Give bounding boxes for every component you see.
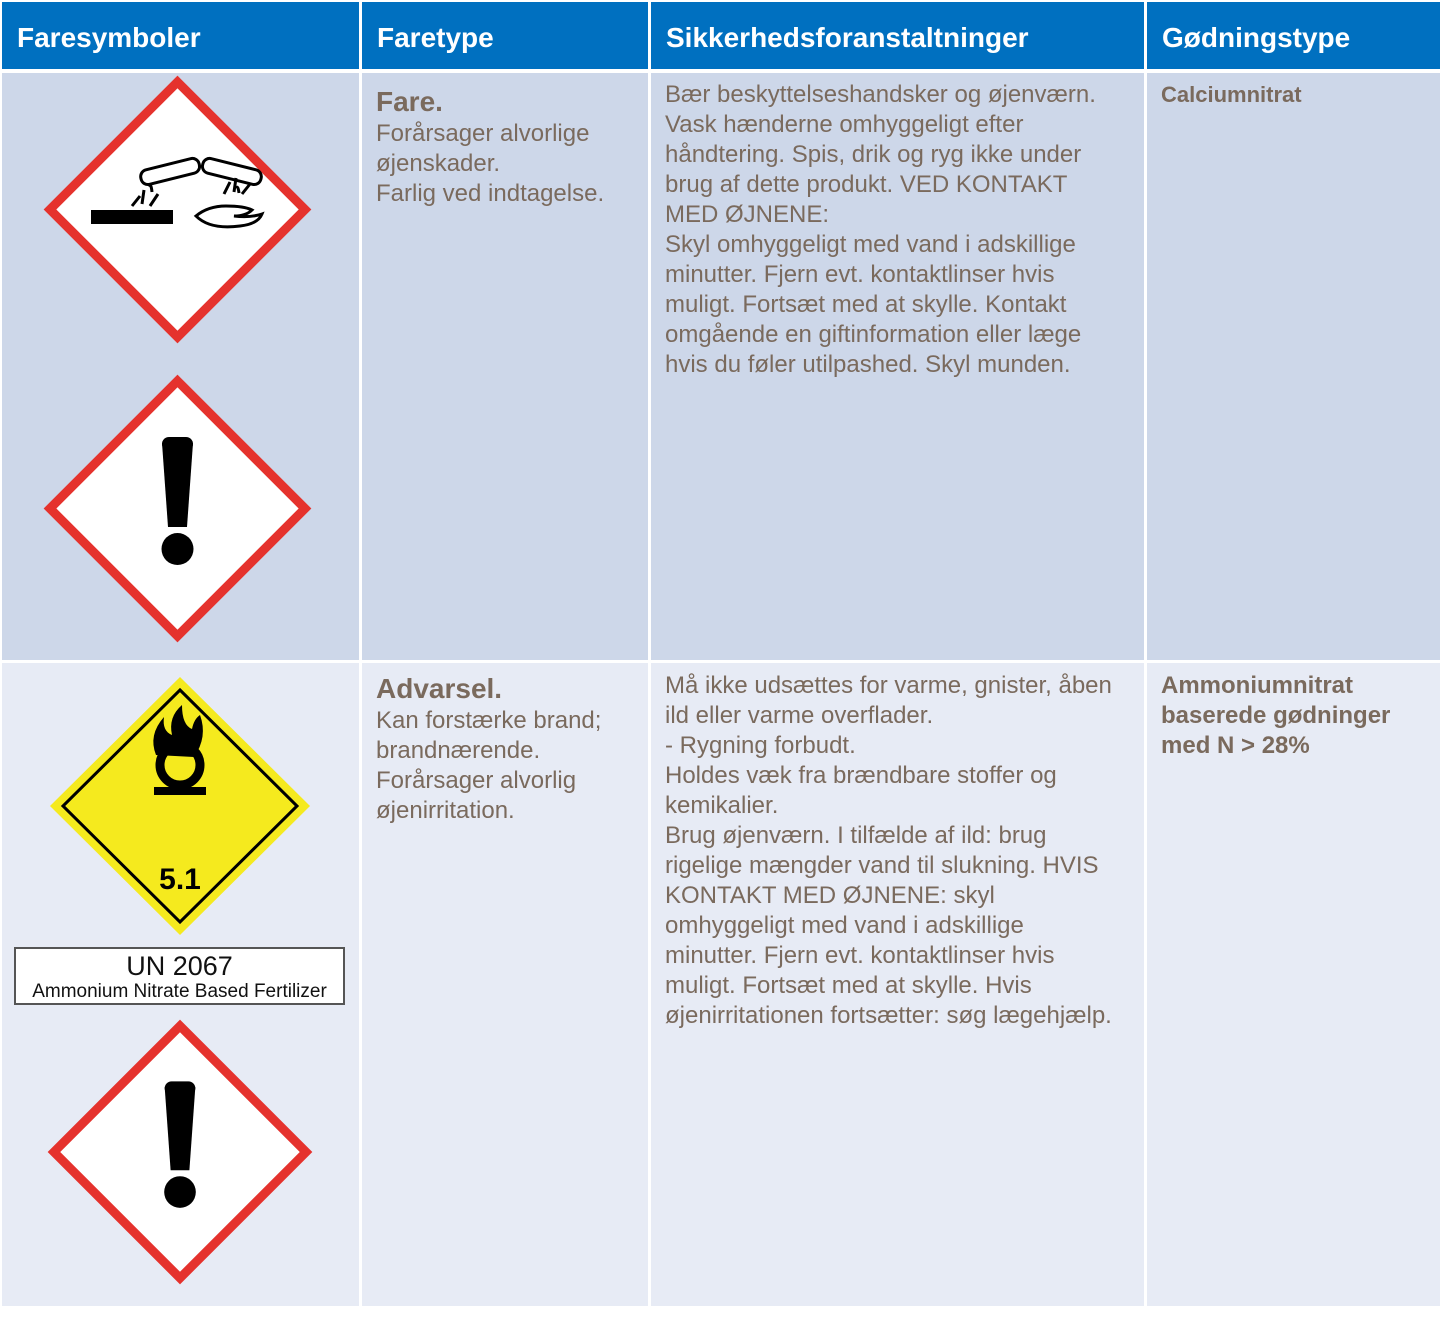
- precaution-line: minutter. Fjern evt. kontaktlinser hvis: [665, 261, 1055, 288]
- precaution-line: Må ikke udsættes for varme, gnister, åben: [665, 672, 1112, 699]
- precaution-line: muligt. Fortsæt med at skylle. Kontakt: [665, 291, 1067, 318]
- un-label: [14, 947, 345, 1005]
- precaution-line: Holdes væk fra brændbare stoffer og: [665, 762, 1057, 789]
- exclamation-icon: [50, 1022, 310, 1282]
- header-goedningstype: Gødningstype: [1147, 2, 1440, 69]
- precaution-line: Bær beskyttelseshandsker og øjenværn.: [665, 81, 1096, 108]
- fertilizer-type: Ammoniumnitrat: [1161, 672, 1353, 699]
- precaution-line: rigelige mængder vand til slukning. HVIS: [665, 852, 1099, 879]
- precaution-line: Skyl omhyggeligt med vand i adskillige: [665, 231, 1076, 258]
- precaution-line: ild eller varme overflader.: [665, 702, 934, 729]
- precaution-line: håndtering. Spis, drik og ryg ikke under: [665, 141, 1082, 168]
- hazard-line: øjenskader.: [376, 150, 501, 177]
- row1-hazard-cell: [362, 73, 648, 660]
- oxidizer-icon: [50, 677, 310, 935]
- precaution-line: KONTAKT MED ØJNENE: skyl: [665, 882, 995, 909]
- hazard-line: Forårsager alvorlige: [376, 120, 590, 147]
- precaution-line: minutter. Fjern evt. kontaktlinser hvis: [665, 942, 1055, 969]
- header-sikkerhedsforanstaltninger: Sikkerhedsforanstaltninger: [651, 2, 1144, 69]
- row2-precautions-cell: [651, 663, 1144, 1306]
- precaution-line: Brug øjenværn. I tilfælde af ild: brug: [665, 822, 1047, 849]
- header-faretype: Faretype: [362, 2, 648, 69]
- exclamation-icon: [46, 377, 309, 640]
- corrosion-icon: [46, 78, 309, 341]
- hazard-line: Farlig ved indtagelse.: [376, 180, 605, 207]
- hazard-line: brandnærende.: [376, 737, 541, 764]
- row1-fertilizer-cell: [1147, 73, 1440, 660]
- fertilizer-type: baserede gødninger: [1161, 702, 1391, 729]
- precaution-line: MED ØJNENE:: [665, 201, 830, 228]
- fertilizer-type: med N > 28%: [1161, 732, 1310, 759]
- precaution-line: Vask hænderne omhyggeligt efter: [665, 111, 1024, 138]
- hazard-line: Kan forstærke brand;: [376, 707, 602, 734]
- precaution-line: brug af dette produkt. VED KONTAKT: [665, 171, 1068, 198]
- un-number: UN 2067: [126, 951, 233, 981]
- row1-precautions-cell: [651, 73, 1144, 660]
- hazard-line: Forårsager alvorlig: [376, 767, 577, 794]
- precaution-line: hvis du føler utilpashed. Skyl munden.: [665, 351, 1071, 378]
- signal-word: Advarsel.: [376, 673, 503, 704]
- precaution-line: muligt. Fortsæt med at skylle. Hvis: [665, 972, 1032, 999]
- precaution-line: kemikalier.: [665, 792, 779, 819]
- row2-fertilizer-cell: [1147, 663, 1440, 1306]
- signal-word: Fare.: [376, 86, 443, 117]
- oxidizer-class-label: 5.1: [159, 863, 201, 896]
- un-text: Ammonium Nitrate Based Fertilizer: [32, 981, 327, 1002]
- precaution-line: omgående en giftinformation eller læge: [665, 321, 1082, 348]
- header-faresymboler: Faresymboler: [2, 2, 359, 69]
- row2-hazard-cell: [362, 663, 648, 1306]
- precaution-line: omhyggeligt med vand i adskillige: [665, 912, 1024, 939]
- precaution-line: - Rygning forbudt.: [665, 732, 856, 759]
- hazard-line: øjenirritation.: [376, 797, 515, 824]
- fertilizer-type: Calciumnitrat: [1161, 82, 1302, 107]
- precaution-line: øjenirritationen fortsætter: søg lægehjælp.: [665, 1002, 1112, 1029]
